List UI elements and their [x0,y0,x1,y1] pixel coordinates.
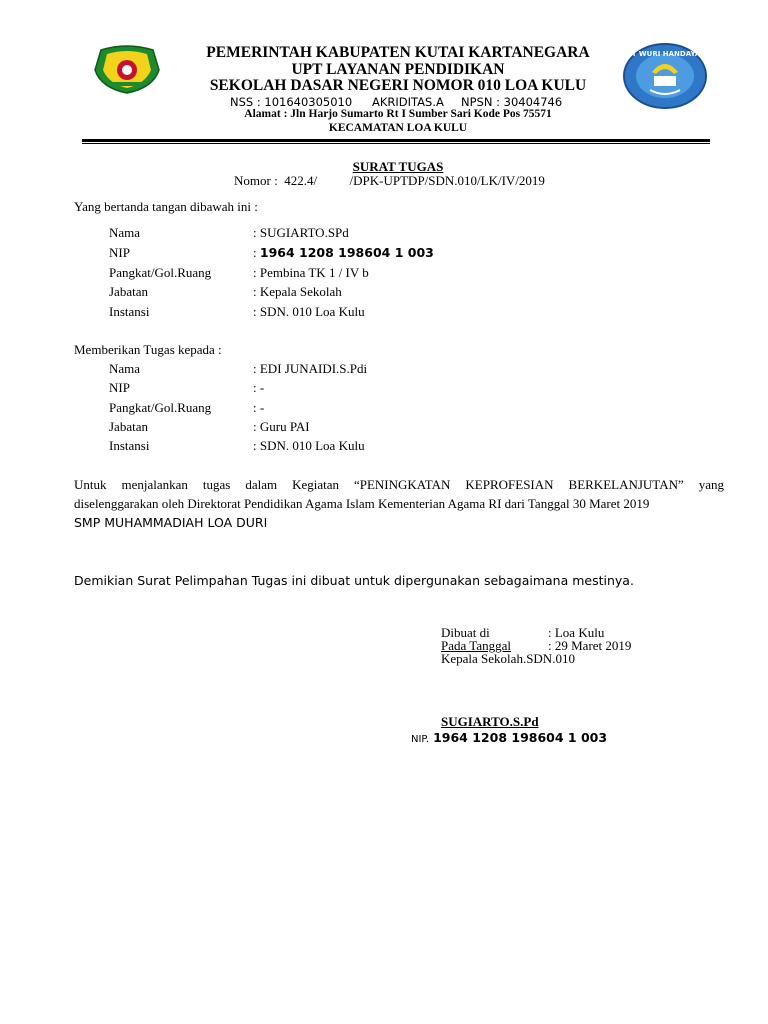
assignee-rank-label: Pangkat/Gol.Ruang [109,400,212,415]
assignee-position-value: : Guru PAI [253,419,310,434]
signer-nip-number: 1964 1208 198604 1 003 [259,245,434,260]
assignee-nip-value: : - [253,380,265,395]
issued-date-label: Pada Tanggal [441,638,511,653]
header-government: PEMERINTAH KABUPATEN KUTAI KARTANEGARA [206,44,590,61]
issued-at-value: : Loa Kulu [548,625,605,640]
signer-position-value: : Kepala Sekolah [253,284,342,299]
signer-rank-value: : Pembina TK 1 / IV b [253,265,369,280]
assignee-name-value: : EDI JUNAIDI.S.Pdi [253,361,368,376]
header-unit: UPT LAYANAN PENDIDIKAN [291,61,505,78]
header-divider-thin [82,143,710,144]
issued-at-label: Dibuat di [441,625,490,640]
assignee-nip-label: NIP [109,380,130,395]
body-line-1: Untuk menjalankan tugas dalam Kegiatan “PENINGKATAN KEPROFESIAN BERKELANJUTAN” yang [74,477,724,492]
header-district: KECAMATAN LOA KULU [328,122,468,134]
signature-nip-label: NIP. [411,734,430,745]
signer-nip-value [253,245,434,261]
assignee-institution-label: Instansi [109,438,150,453]
intro-text: Yang bertanda tangan dibawah ini : [74,199,258,214]
signature-name: SUGIARTO.S.Pd [441,714,539,729]
header-address: Alamat : Jln Harjo Sumarto Rt I Sumber Sari Kode Pos 75571 [244,108,552,120]
header-akreditasi: AKRIDITAS.A [372,95,444,109]
header-nss: NSS : 101640305010 [230,95,353,109]
signer-title: Kepala Sekolah.SDN.010 [441,651,575,666]
header-school-name: SEKOLAH DASAR NEGERI NOMOR 010 LOA KULU [209,77,587,94]
emblem-text: TUT WURI HANDAYANI [622,50,708,58]
assignee-rank-value: : - [253,400,265,415]
signer-position-label: Jabatan [109,284,148,299]
signer-rank-label: Pangkat/Gol.Ruang [109,265,212,280]
signer-nip-label: NIP [109,245,130,260]
document-title: SURAT TUGAS [352,159,444,174]
header-divider-thick [82,139,710,142]
signer-name-value: : SUGIARTO.SPd [253,225,349,240]
signature-nip [411,729,607,747]
signer-institution-label: Instansi [109,304,150,319]
issued-date-value: : 29 Maret 2019 [548,638,632,653]
assignee-position-label: Jabatan [109,419,148,434]
signer-name-label: Nama [109,225,141,240]
signer-nip-colon: : [253,245,260,260]
header-npsn: NPSN : 30404746 [461,95,563,109]
closing-text: Demikian Surat Pelimpahan Tugas ini dibuat untuk dipergunakan sebagaimana mestinya. [74,573,634,588]
body-line-3: SMP MUHAMMADIAH LOA DURI [74,515,268,530]
assignee-institution-value: : SDN. 010 Loa Kulu [253,438,365,453]
signature-nip-number: 1964 1208 198604 1 003 [433,730,608,745]
document-number: Nomor : 422.4/ /DPK-UPTDP/SDN.010/LK/IV/2019 [234,173,545,188]
assign-intro-text: Memberikan Tugas kepada : [74,342,222,357]
body-line-2: diselenggarakan oleh Direktorat Pendidikan Agama Islam Kementerian Agama RI dari Tanggal 30 Maret 2019 [74,496,650,511]
tut-wuri-handayani-emblem [622,42,708,110]
assignee-name-label: Nama [109,361,141,376]
signer-institution-value: : SDN. 010 Loa Kulu [253,304,365,319]
kutai-kartanegara-emblem [93,44,161,94]
